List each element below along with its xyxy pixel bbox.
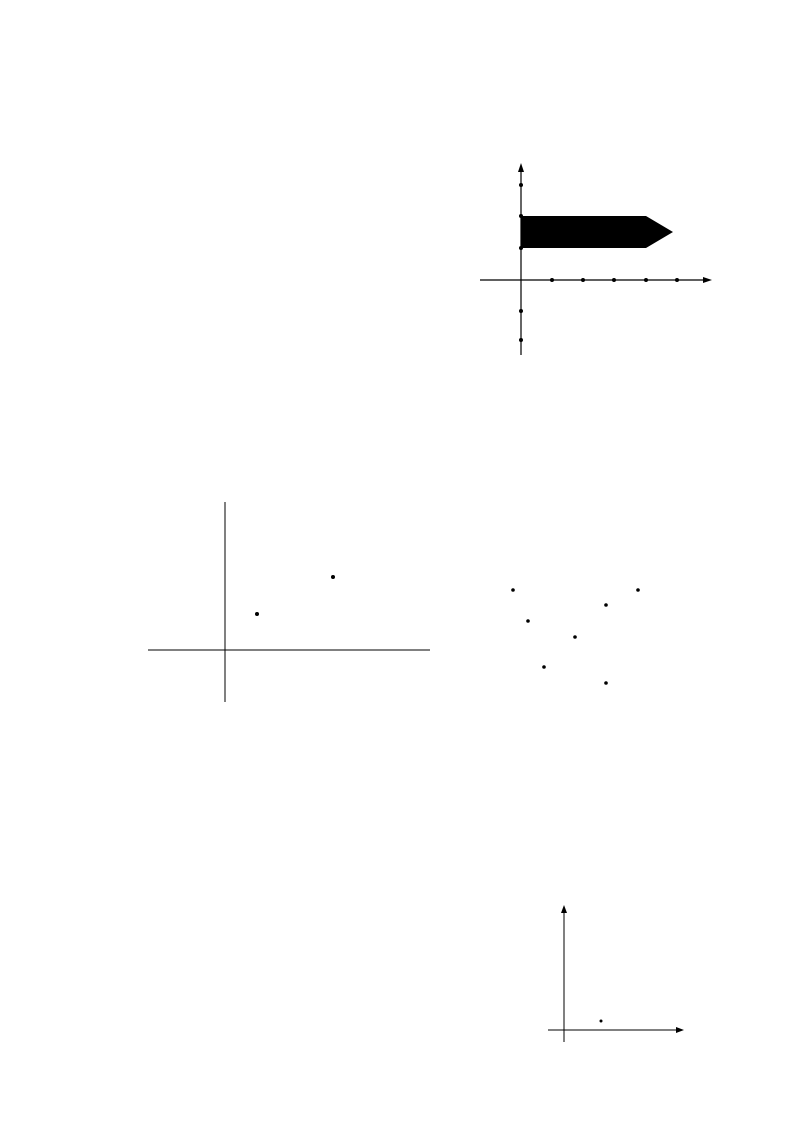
point-p <box>600 1020 603 1023</box>
